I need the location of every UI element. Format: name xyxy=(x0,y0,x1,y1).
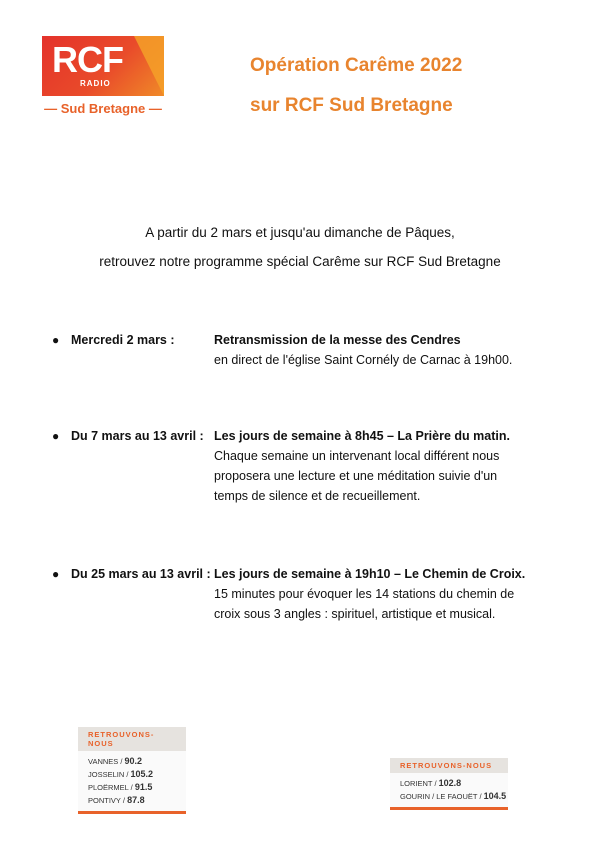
item-date: Du 7 mars au 13 avril : xyxy=(71,429,204,443)
rcf-logo-mark xyxy=(42,36,164,96)
item-body xyxy=(214,330,544,370)
frequency-value: 105.2 xyxy=(130,769,154,779)
intro-line-2: retrouvez notre programme spécial Carême sur RCF Sud Bretagne xyxy=(99,254,501,269)
frequency-row xyxy=(78,755,186,768)
title-line-1: Opération Carême 2022 xyxy=(250,55,463,76)
frequency-row xyxy=(78,794,186,807)
item-line: proposera une lecture et une méditation suivie d'un xyxy=(214,469,498,483)
frequency-value: 91.5 xyxy=(134,782,153,792)
bullet-icon: ● xyxy=(52,429,60,443)
frequency-value: 87.8 xyxy=(127,795,145,805)
frequency-value: 104.5 xyxy=(483,791,507,801)
city-label: GOURIN / LE FAOUËT / xyxy=(400,792,482,801)
city-label: LORIENT / xyxy=(400,779,437,788)
city-label: VANNES / xyxy=(88,757,123,766)
logo-subtitle: — Sud Bretagne — xyxy=(44,101,162,116)
item-line: croix sous 3 angles : spirituel, artistique et musical. xyxy=(214,607,496,621)
item-line: Chaque semaine un intervenant local différent nous xyxy=(214,449,500,463)
item-line: temps de silence et de recueillement. xyxy=(214,489,421,503)
city-label: PONTIVY / xyxy=(88,796,125,805)
bullet-icon: ● xyxy=(52,567,60,581)
frequency-header: RETROUVONS-NOUS xyxy=(78,727,186,751)
intro-text xyxy=(0,218,600,276)
city-label: JOSSELIN / xyxy=(88,770,129,779)
logo-brand: RCF xyxy=(52,39,123,80)
city-label: PLOËRMEL / xyxy=(88,783,133,792)
item-body xyxy=(214,426,544,506)
frequency-row xyxy=(78,768,186,781)
frequency-row xyxy=(390,790,508,803)
logo-wedge xyxy=(134,36,164,96)
frequency-row xyxy=(390,777,508,790)
item-heading: Les jours de semaine à 8h45 – La Prière du matin. xyxy=(214,429,510,443)
frequency-card-right xyxy=(390,758,508,810)
item-line: 15 minutes pour évoquer les 14 stations du chemin de xyxy=(214,587,515,601)
item-line: en direct de l'église Saint Cornély de Carnac à 19h00. xyxy=(214,353,513,367)
logo-radio: RADIO xyxy=(80,79,111,88)
title-line-2: sur RCF Sud Bretagne xyxy=(250,95,453,116)
frequency-header: RETROUVONS-NOUS xyxy=(390,758,508,773)
item-body xyxy=(214,564,544,624)
bullet-icon: ● xyxy=(52,333,60,347)
frequency-row xyxy=(78,781,186,794)
item-date: Mercredi 2 mars : xyxy=(71,333,175,347)
item-heading: Retransmission de la messe des Cendres xyxy=(214,333,461,347)
item-date: Du 25 mars au 13 avril : xyxy=(71,567,211,581)
item-heading: Les jours de semaine à 19h10 – Le Chemin de Croix. xyxy=(214,567,526,581)
frequency-value: 90.2 xyxy=(124,756,143,766)
rcf-logo xyxy=(42,36,164,116)
frequency-card-left xyxy=(78,727,186,814)
frequency-value: 102.8 xyxy=(438,778,462,788)
page-title xyxy=(250,46,462,126)
intro-line-1: A partir du 2 mars et jusqu'au dimanche de Pâques, xyxy=(145,225,455,240)
